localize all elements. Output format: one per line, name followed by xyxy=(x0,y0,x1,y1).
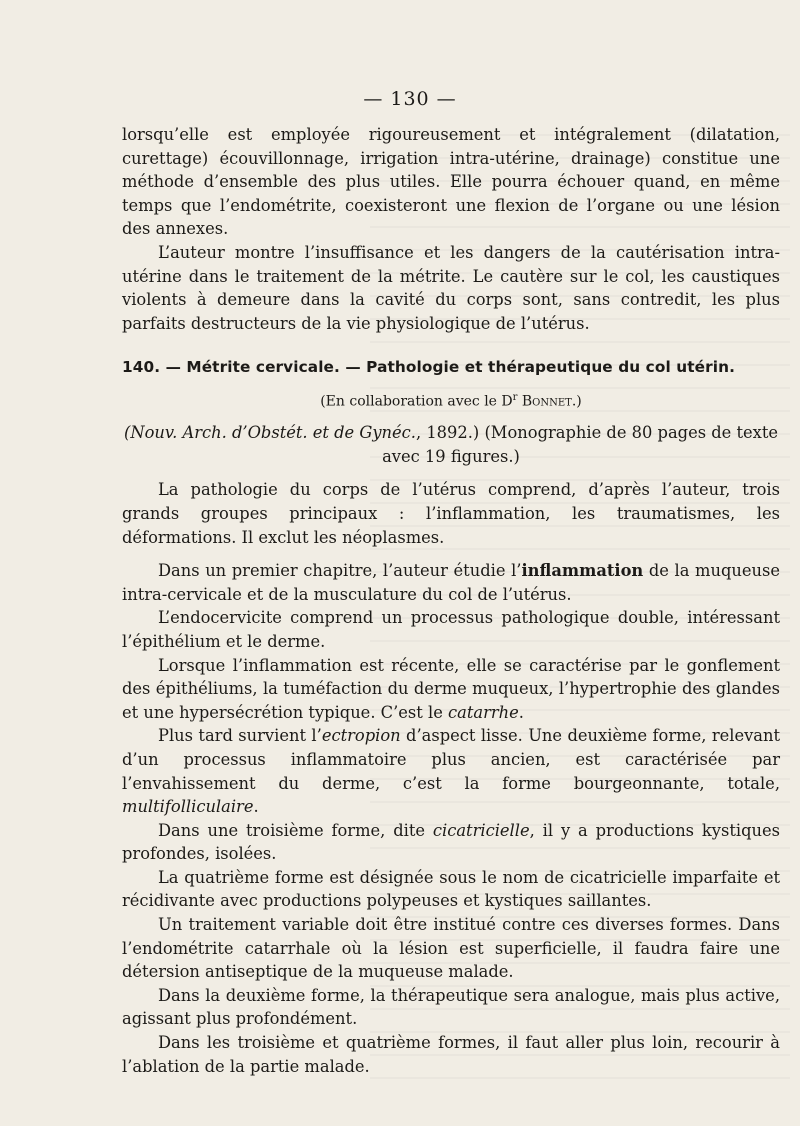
paragraph-ablation: Dans les troisième et quatrième formes, il faut aller plus loin, recourir à l’ablation de la partie malade. xyxy=(122,1033,780,1076)
paragraph-endocervicite: L’endocervicite comprend un processus pathologique double, intéressant l’épithélium et le derme. xyxy=(122,608,780,651)
paragraph-quatrieme-forme: La quatrième forme est désignée sous le nom de cicatricielle imparfaite et récidivante avec productions polypeuses et kystiques saillantes. xyxy=(122,867,780,911)
paragraph-troisieme-forme: Dans une troisième forme, dite cicatricielle, il y a productions kystiques profondes, isolées. xyxy=(122,820,780,864)
paragraph-cauterisation: L’auteur montre l’insuffisance et les dangers de la cautérisation intra-utérine dans le traitement de la métrite. Le cautère sur le col, les caustiques violents à demeure dans la cavité du corps sont, sans contredit, les plus parfaits destructeurs de la vie physiologique de l’utérus. xyxy=(122,242,780,333)
paragraph-ectropion: Plus tard survient l’ectropion d’aspect lisse. Une deuxième forme, relevant d’un processus inflammatoire plus ancien, est caractérisée par l’envahissement du derme, c’est la forme bourgeonnante, totale, multifolliculaire. xyxy=(122,726,781,817)
paragraph-deuxieme-forme: Dans la deuxième forme, la thérapeutique sera analogue, mais plus active, agissant plus profondément. xyxy=(122,985,780,1029)
section-heading: 140. — Métrite cervicale. — Pathologie et thérapeutique du col utérin. xyxy=(122,358,735,377)
paragraph-continuation: lorsqu’elle est employée rigoureusement et intégralement (dilatation, curettage) écouvillonnage, irrigation intra-utérine, drainage) constitue une méthode d’ensemble des plus utiles. Elle pourra échouer quand, en même temps que l’endométrite, coexisteront une flexion de l’organe ou une lésion des annexes. xyxy=(122,125,780,239)
paragraph-traitement: Un traitement variable doit être institué contre ces diverses formes. Dans l’endométrite catarrhale où la lésion est superficielle, il faudra faire une détersion antiseptique de la muqueuse malade. xyxy=(122,915,780,982)
body-text xyxy=(122,123,780,1078)
paragraph-catarrhe: Lorsque l’inflammation est récente, elle se caractérise par le gonflement des épithéliums, la tuméfaction du derme muqueux, l’hypertrophie des glandes et une hypersécrétion typique. C’est le catarrhe. xyxy=(122,655,780,722)
paragraph-inflammation: Dans un premier chapitre, l’auteur étudie l’inflammation de la muqueuse intra-cervicale et de la musculature du col de l’utérus. xyxy=(122,561,780,604)
paragraph-pathologie: La pathologie du corps de l’utérus comprend, d’après l’auteur, trois grands groupes principaux : l’inflammation, les traumatismes, les déformations. Il exclut les néoplasmes. xyxy=(122,480,780,547)
collaboration-note: (En collaboration avec le $D^r$ Bonnet.) xyxy=(320,391,582,410)
page-number: — 130 — xyxy=(363,88,457,110)
publication-reference: (Nouv. Arch. d’Obstét. et de Gynéc., 1892.) (Monographie de 80 pages de texte avec 19 figures.) xyxy=(123,423,779,466)
